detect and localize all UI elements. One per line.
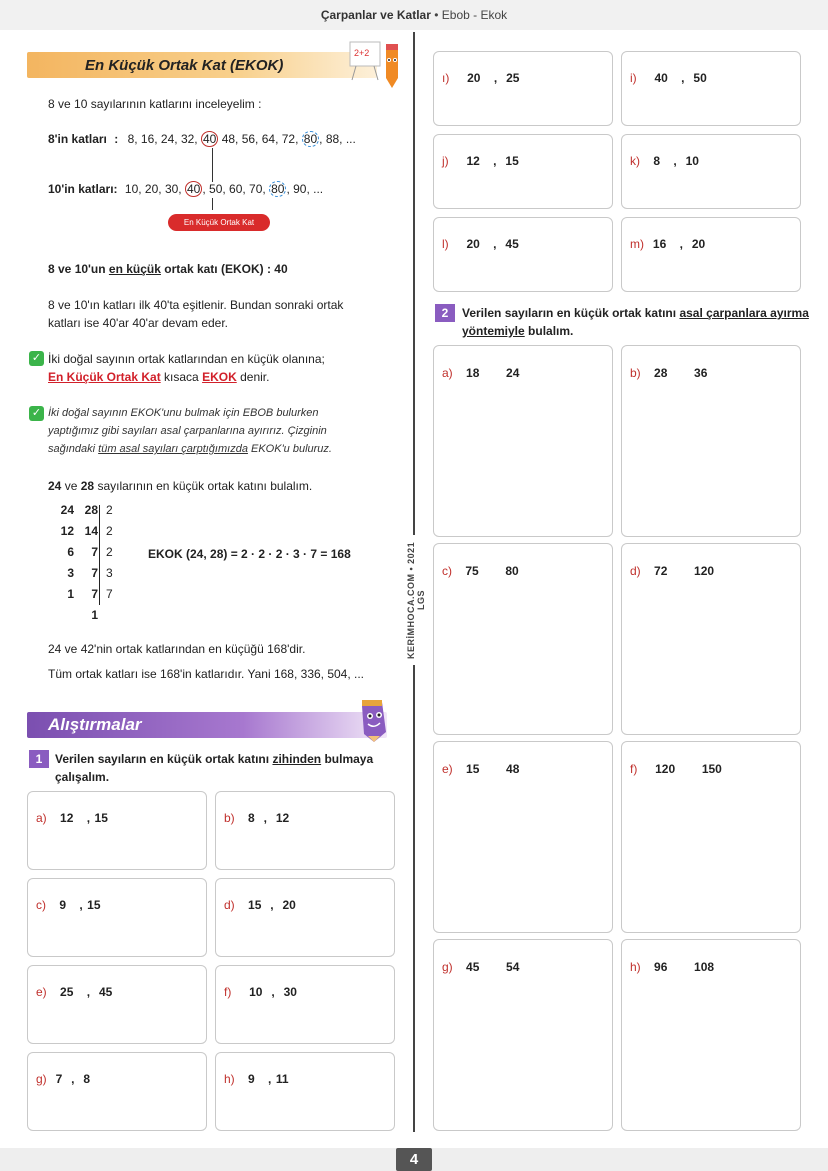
example-prompt: [48, 477, 312, 495]
item-1d: d) 15 , 20: [224, 898, 296, 912]
item-2f: f) 120 150: [630, 762, 722, 776]
item-2e: e) 15 48: [442, 762, 520, 776]
mult10-post: 90, ...: [293, 182, 324, 196]
answer-box-1b[interactable]: [215, 791, 395, 870]
division-row: 6 7 2: [67, 545, 113, 559]
ekok-result-line: [48, 260, 288, 278]
q1-text-pre: Verilen sayıların en küçük ortak katını: [55, 752, 270, 766]
answer-box-1c[interactable]: [27, 878, 207, 957]
multiples-of-8-line: 8'in katları : 8, 16, 24, 32, 40 48, 56, 64, 72, 80 , 88, ...: [48, 132, 356, 146]
explanation-line-2: katları ise 40'ar 40'ar devam eder.: [48, 316, 229, 330]
q2-text-underlined: asal çarpanlara ayırma: [679, 306, 809, 320]
division-table: [48, 503, 120, 629]
item-1a: a) 12 , 15: [36, 811, 108, 825]
answer-box-1f[interactable]: [215, 965, 395, 1044]
definition-end: denir.: [240, 370, 270, 384]
result-line-1: 24 ve 42'nin ortak katlarından en küçüğü 168'dir.: [48, 642, 306, 656]
answer-box-1a[interactable]: [27, 791, 207, 870]
q2-text-line-2-underlined: yöntemiyle: [462, 324, 525, 338]
question-2-text: [462, 304, 809, 340]
item-1f: f) 10 , 30: [224, 985, 297, 999]
item-1j: j) 12 , 15: [442, 154, 519, 168]
board-text: 2+2: [354, 48, 370, 58]
q1-text-post: bulmaya: [324, 752, 374, 766]
explanation-line-1: 8 ve 10'ın katları ilk 40'ta eşitlenir. Bundan sonraki ortak: [48, 298, 344, 312]
item-1m: m) 16 , 20: [630, 237, 706, 251]
method-line-3-post: EKOK'u buluruz.: [251, 443, 332, 455]
answer-box-1d[interactable]: [215, 878, 395, 957]
division-row: 12 14 2: [60, 524, 113, 538]
q1-text-underlined: zihinden: [272, 752, 322, 766]
example-rest: sayılarının en küçük ortak katını bulalım.: [97, 479, 313, 493]
item-2a: a) 18 24: [442, 366, 520, 380]
division-row: 1: [91, 608, 98, 622]
question-2-badge: 2: [435, 304, 455, 322]
method-line-1: İki doğal sayının EKOK'unu bulmak için EBOB bulurken: [48, 407, 319, 419]
division-bar: [99, 505, 100, 605]
mult10-mid: 50, 60, 70,: [209, 182, 266, 196]
header-chapter: Çarpanlar ve Katlar: [320, 8, 431, 22]
intro-text: 8 ve 10 sayılarının katlarını inceleyelim :: [48, 97, 262, 111]
example-and: ve: [64, 479, 78, 493]
answer-box-1e[interactable]: [27, 965, 207, 1044]
definition-note: [48, 350, 325, 386]
question-1-badge: 1: [29, 750, 49, 768]
ekok-line-pre: 8 ve 10'un: [48, 262, 106, 276]
arrow-line-bottom: [212, 198, 213, 210]
item-2h: h) 96 108: [630, 960, 715, 974]
q2-text-pre: Verilen sayıların en küçük ortak katını: [462, 306, 677, 320]
item-1b: b) 8 , 12: [224, 811, 290, 825]
mult10-circled-40: 40: [186, 182, 201, 196]
method-line-2: yaptığımız gibi sayıları asal çarpanlarına ayırırız. Çizginin: [48, 425, 327, 437]
answer-box-1m[interactable]: [621, 217, 801, 292]
item-2c: c) 75 80: [442, 564, 519, 578]
method-line-3-pre: sağındaki: [48, 443, 96, 455]
item-2b: b) 28 36: [630, 366, 708, 380]
item-1c: c) 9 , 15: [36, 898, 101, 912]
check-icon: ✓: [29, 351, 44, 366]
ekok-line-post: ortak katı (EKOK) : 40: [164, 262, 288, 276]
definition-term: En Küçük Ortak Kat: [48, 370, 161, 384]
section-title: En Küçük Ortak Kat (EKOK): [85, 57, 284, 74]
result-line-2: Tüm ortak katları ise 168'in katlarıdır. Yani 168, 336, 504, ...: [48, 667, 365, 681]
mult8-label: 8'in katları: [48, 132, 107, 146]
answer-box-1l[interactable]: [433, 217, 613, 292]
page-number: 4: [396, 1148, 432, 1171]
definition-mid: kısaca: [164, 370, 199, 384]
answer-box-1k[interactable]: [621, 134, 801, 209]
mult8-post: 88, ...: [325, 132, 356, 146]
multiples-of-10-line: 10'in katları: 10, 20, 30, 40 , 50, 60, 70, 80 , 90, ...: [48, 182, 324, 196]
mult8-circled-40: 40: [202, 132, 217, 146]
item-1e: e) 25 , 45: [36, 985, 113, 999]
division-row: 1 7 7: [67, 587, 113, 601]
definition-line-1: İki doğal sayının ortak katlarından en küçük olanına;: [48, 352, 325, 366]
q1-text-line-2: çalışalım.: [55, 770, 110, 784]
mult10-label: 10'in katları:: [48, 182, 118, 196]
answer-box-1i[interactable]: [621, 51, 801, 126]
answer-box-1g[interactable]: [27, 1052, 207, 1131]
q2-text-line-2-post: bulalım.: [528, 324, 574, 338]
definition-abbrev: EKOK: [202, 370, 237, 384]
method-note: [48, 404, 332, 458]
header-separator: •: [434, 8, 439, 22]
method-line-3-underlined: tüm asal sayıları çarptığımızda: [98, 443, 248, 455]
answer-box-1h[interactable]: [215, 1052, 395, 1131]
pencil-teacher-mascot-icon: [348, 40, 402, 90]
ekok-pill-label: En Küçük Ortak Kat: [168, 214, 270, 231]
arrow-line-top: [212, 148, 213, 182]
item-1k: k) 8 , 10: [630, 154, 699, 168]
division-row: 3 7 3: [67, 566, 113, 580]
mult8-pre: 8, 16, 24, 32,: [127, 132, 198, 146]
item-1i-dotless: ı) 20 , 25: [442, 71, 520, 85]
item-1h: h) 9 , 11: [224, 1072, 289, 1086]
explanation-paragraph: [48, 296, 343, 332]
item-1i: i) 40 , 50: [630, 71, 707, 85]
side-watermark-text: KERİMHOCA.COM • 2021 LGS: [406, 535, 422, 665]
page-header: [0, 8, 828, 22]
mult10-circled-80: 80: [271, 182, 285, 196]
mult8-circled-80: 80: [303, 132, 318, 146]
example-num-1: 24: [48, 479, 62, 493]
ekok-line-underlined: en küçük: [108, 262, 161, 276]
division-row: 24 28 2: [60, 503, 113, 517]
mult8-mid: 48, 56, 64, 72,: [221, 132, 299, 146]
example-num-2: 28: [80, 479, 95, 493]
item-1l: l) 20 , 45: [442, 237, 519, 251]
pencil-mascot-icon: [352, 696, 394, 744]
ekok-formula: EKOK (24, 28) = 2 · 2 · 2 · 3 · 7 = 168: [148, 547, 351, 561]
answer-box-1j[interactable]: [433, 134, 613, 209]
mult10-pre: 10, 20, 30,: [124, 182, 182, 196]
mult8-colon: :: [114, 132, 119, 146]
header-topic: Ebob - Ekok: [441, 8, 508, 22]
exercises-title: Alıştırmalar: [48, 715, 142, 734]
check-icon: ✓: [29, 406, 44, 421]
item-2d: d) 72 120: [630, 564, 715, 578]
answer-box-1i-dotless[interactable]: [433, 51, 613, 126]
item-1g: g) 7 , 8: [36, 1072, 91, 1086]
item-2g: g) 45 54: [442, 960, 520, 974]
question-1-text: [55, 750, 373, 786]
